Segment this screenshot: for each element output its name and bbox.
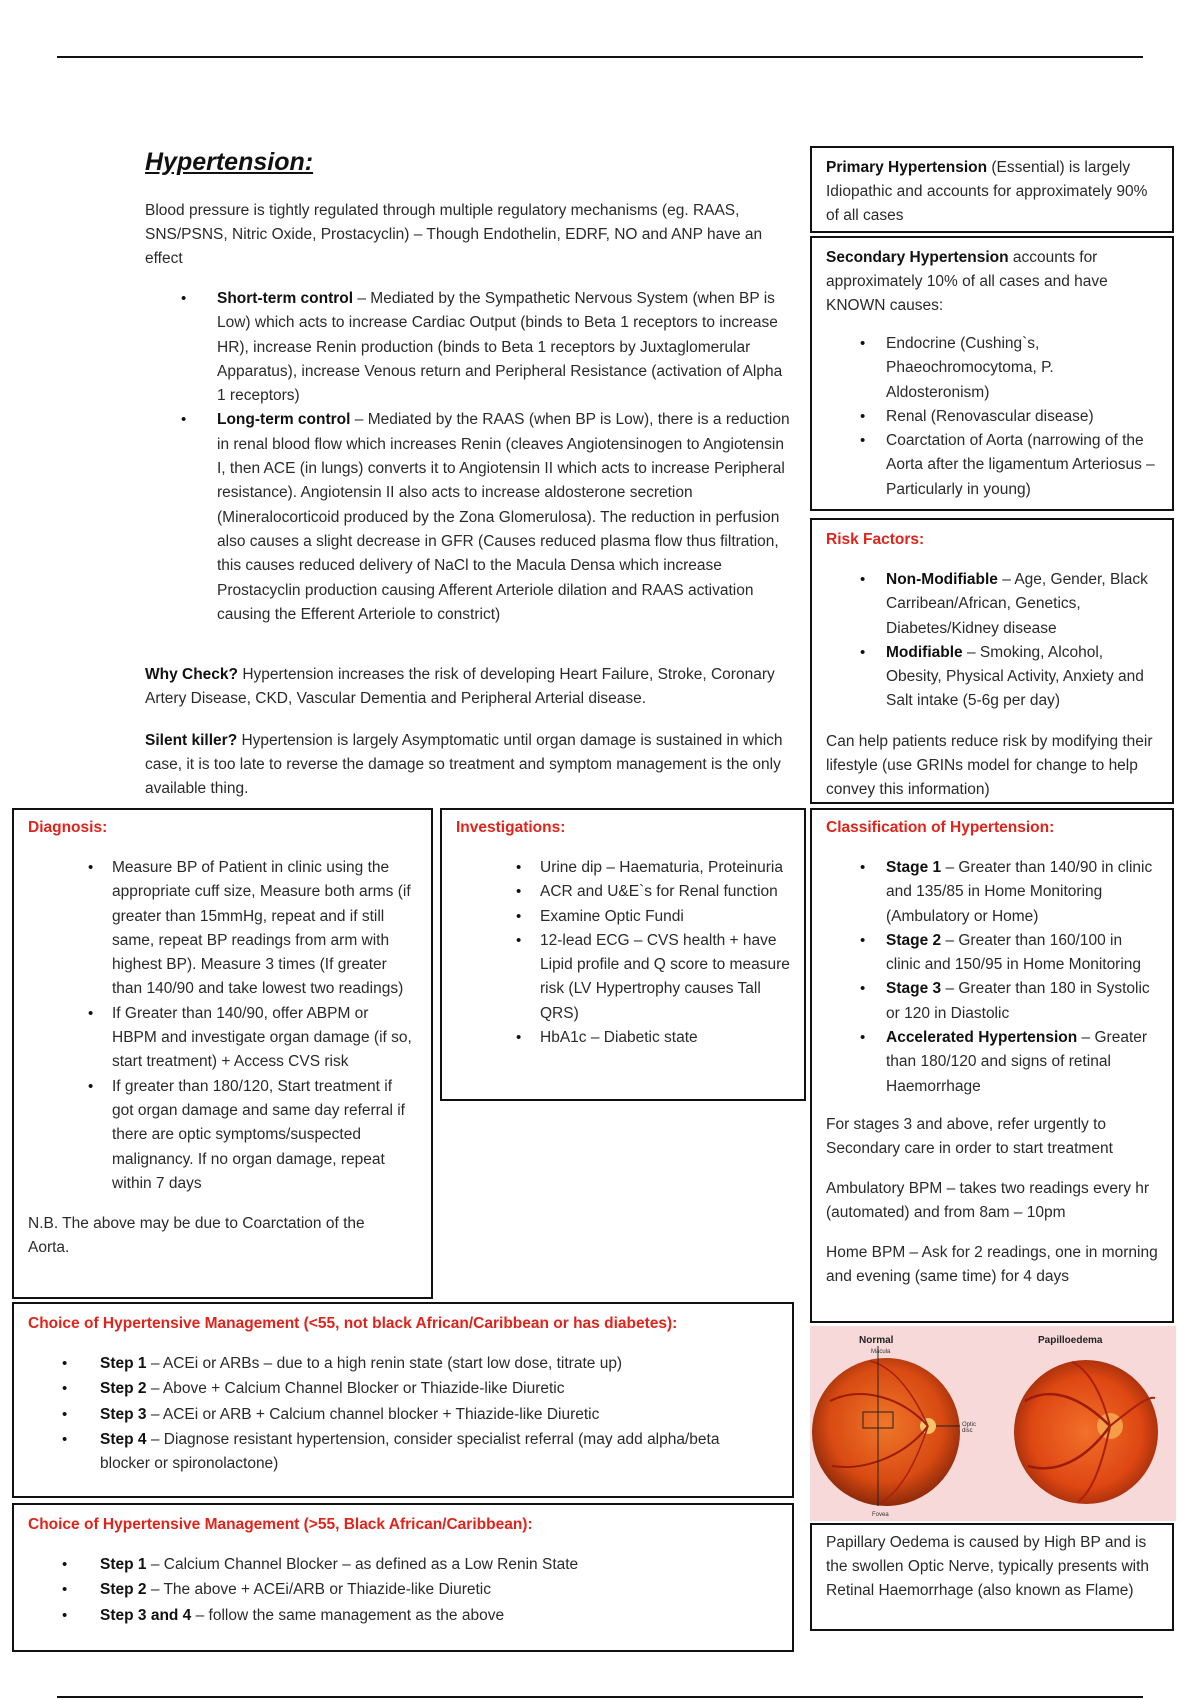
list-item: • Non-Modifiable – Age, Gender, Black Carribean/African, Genetics, Diabetes/Kidney disease (812, 568, 1158, 641)
top-rule (57, 56, 1143, 58)
normal-fundus (812, 1346, 960, 1506)
list-item: • Step 2 – Above + Calcium Channel Blocker or Thiazide-like Diuretic (14, 1377, 734, 1401)
list-item: • Step 3 and 4 – follow the same management as the above (14, 1604, 734, 1628)
papilloedema-note-box: Papillary Oedema is caused by High BP and is the swollen Optic Nerve, typically presents with Retinal Haemorrhage (also known as Flame) (810, 1523, 1174, 1631)
management-over-55-heading: Choice of Hypertensive Management (>55, Black African/Caribbean): (28, 1516, 533, 1533)
list-item: • Urine dip – Haematuria, Proteinuria (468, 856, 790, 880)
management-under-55-box (12, 1302, 794, 1498)
classification-note: Ambulatory BPM – takes two readings every hr (automated) and from 8am – 10pm (826, 1179, 1150, 1221)
list-item: • Short-term control – Mediated by the Sympathetic Nervous System (when BP is Low) which acts to increase Cardiac Output (binds to Beta 1 receptors to increase HR), increase Renin production (binds to Beta 1 receptors by Juxtaglomerular Apparatus), increase Venous return and Peripheral Resistance (activation of Alpha 1 receptors) (145, 287, 795, 408)
list-item: • Step 2 – The above + ACEi/ARB or Thiazide-like Diuretic (14, 1578, 734, 1602)
why-check-paragraph: Why Check? Hypertension increases the risk of developing Heart Failure, Stroke, Coronary Artery Disease, CKD, Vascular Dementia and Peripheral Arterial disease. (145, 666, 775, 707)
classification-note: For stages 3 and above, refer urgently to Secondary care in order to start treatment (826, 1115, 1113, 1157)
investigations-heading: Investigations: (456, 819, 566, 836)
normal-fundus-label: Normal (859, 1335, 894, 1346)
list-item: • Step 1 – Calcium Channel Blocker – as defined as a Low Renin State (14, 1553, 734, 1577)
macula-label: Macula (871, 1349, 891, 1355)
list-item: • Accelerated Hypertension – Greater than 180/120 and signs of retinal Haemorrhage (812, 1026, 1158, 1099)
list-item: • Long-term control – Mediated by the RAAS (when BP is Low), there is a reduction in renal blood flow which increases Renin (cleaves Angiotensinogen to Angiotensin I, then ACE (in lungs) converts it to Angiotensin II which acts to increase Peripheral resistance). Angiotensin II also acts to increase aldosterone secretion (Mineralocorticoid produced by the Zona Glomerulosa). The reduction in perfusion also causes a slight decrease in GFR (Causes reduced plasma flow thus filtration, this causes reduced delivery of NaCl to the Macula Densa which increase Prostacyclin production causing Afferent Arteriole dilation and RAAS activation causing the Efferent Arteriole to constrict) (145, 408, 795, 627)
diagnosis-box (12, 808, 433, 1299)
list-item: • ACR and U&E`s for Renal function (468, 880, 790, 904)
investigations-list (468, 856, 790, 1050)
list-item: • 12-lead ECG – CVS health + have Lipid profile and Q score to measure risk (LV Hypertrophy causes Tall QRS) (468, 929, 790, 1026)
list-item: • Stage 2 – Greater than 160/100 in clinic and 150/95 in Home Monitoring (812, 929, 1158, 978)
management-under-55-heading: Choice of Hypertensive Management (<55, not black African/Caribbean or has diabetes): (28, 1315, 678, 1332)
list-item: • Examine Optic Fundi (468, 905, 790, 929)
list-item: • Endocrine (Cushing`s, Phaeochromocytoma, P. Aldosteronism) (812, 332, 1158, 405)
classification-list (812, 856, 1158, 1099)
list-item: • If Greater than 140/90, offer ABPM or HBPM and investigate organ damage (if so, start treatment) + Access CVS risk (40, 1002, 417, 1075)
list-item: • Modifiable – Smoking, Alcohol, Obesity, Physical Activity, Anxiety and Salt intake (5-6g per day) (812, 641, 1158, 714)
control-list (145, 287, 795, 627)
papilloedema-fundus-label: Papilloedema (1038, 1335, 1103, 1346)
secondary-hypertension-box: Secondary Hypertension accounts for approximately 10% of all cases and have KNOWN causes: • Endocrine (Cushing`s, Phaeochromocytoma, P. Aldosteronism) • Renal (Renovascular disease) • Coarctation of Aorta (narrowing of the Aorta after the ligamentum Arteriosus – Particularly in young) (810, 236, 1174, 511)
list-item: • Coarctation of Aorta (narrowing of the Aorta after the ligamentum Arteriosus – Particularly in young) (812, 429, 1158, 502)
fundus-comparison-image (810, 1326, 1176, 1521)
risk-factors-box (810, 518, 1174, 804)
list-item: • Measure BP of Patient in clinic using the appropriate cuff size, Measure both arms (if greater than 15mmHg, repeat and if still same, repeat BP readings from arm with highest BP). Measure 3 times (If greater than 140/90 and take lowest two readings) (40, 856, 417, 1002)
risk-factors-heading: Risk Factors: (826, 531, 925, 548)
fovea-label: Fovea (872, 1512, 889, 1518)
list-item: • Stage 1 – Greater than 140/90 in clinic and 135/85 in Home Monitoring (Ambulatory or Home) (812, 856, 1158, 929)
risk-factors-list (812, 568, 1158, 714)
primary-hypertension-box: Primary Hypertension (Essential) is largely Idiopathic and accounts for approximately 90% of all cases (810, 146, 1174, 233)
diagnosis-note: N.B. The above may be due to Coarctation of the Aorta. (28, 1215, 365, 1257)
list-item: • Step 4 – Diagnose resistant hypertension, consider specialist referral (may add alpha/beta blocker or spironolactone) (14, 1428, 734, 1477)
investigations-box (440, 808, 806, 1101)
list-item: • Renal (Renovascular disease) (812, 405, 1158, 429)
list-item: • Step 1 – ACEi or ARBs – due to a high renin state (start low dose, titrate up) (14, 1352, 734, 1376)
intro-paragraph: Blood pressure is tightly regulated through multiple regulatory mechanisms (eg. RAAS, SNS/PSNS, Nitric Oxide, Prostacyclin) – Though Endothelin, EDRF, NO and ANP have an effect (145, 202, 763, 267)
management-over-55-list (14, 1553, 734, 1628)
fundus-illustration (810, 1326, 1176, 1521)
secondary-causes-list (812, 332, 1158, 502)
page-title: Hypertension: (145, 148, 314, 176)
optic-disc-label: Optic disc (962, 1422, 977, 1434)
silent-killer-paragraph: Silent killer? Hypertension is largely Asymptomatic until organ damage is sustained in which case, it is too late to reverse the damage so treatment and symptom management is the only available thing. (145, 732, 783, 797)
management-over-55-box (12, 1503, 794, 1652)
management-under-55-list (14, 1352, 734, 1476)
list-item: • If greater than 180/120, Start treatment if got organ damage and same day referral if there are optic symptoms/suspected malignancy. If no organ damage, repeat within 7 days (40, 1075, 417, 1196)
classification-heading: Classification of Hypertension: (826, 819, 1055, 836)
diagnosis-heading: Diagnosis: (28, 819, 108, 836)
classification-note: Home BPM – Ask for 2 readings, one in morning and evening (same time) for 4 days (826, 1243, 1158, 1285)
classification-box (810, 808, 1174, 1323)
bottom-rule (57, 1696, 1143, 1698)
diagnosis-list (40, 856, 417, 1196)
risk-factors-note: Can help patients reduce risk by modifying their lifestyle (use GRINs model for change to help convey this information) (826, 732, 1153, 798)
list-item: • Stage 3 – Greater than 180 in Systolic or 120 in Diastolic (812, 977, 1158, 1026)
list-item: • HbA1c – Diabetic state (468, 1026, 790, 1050)
list-item: • Step 3 – ACEi or ARB + Calcium channel blocker + Thiazide-like Diuretic (14, 1403, 734, 1427)
papilloedema-fundus (1014, 1360, 1158, 1504)
